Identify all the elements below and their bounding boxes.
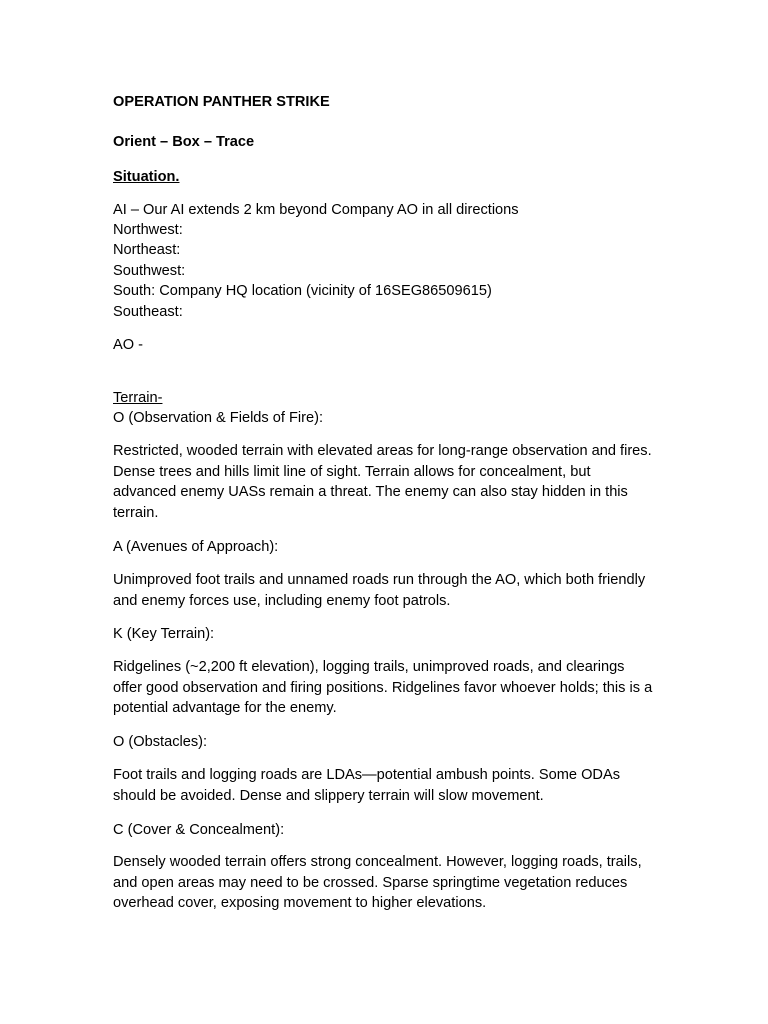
- cover-text: Densely wooded terrain offers strong concealment. However, logging roads, trails, and open areas may need to be crossed. Sparse springtime vegetation reduces overhead cover, exposing movement to higher elevations.: [113, 854, 642, 912]
- ai-line: Northwest:: [113, 222, 183, 238]
- document-subtitle: Orient – Box – Trace: [113, 134, 255, 150]
- ai-line: Southeast:: [113, 304, 183, 320]
- ai-line: South: Company HQ location (vicinity of 16SEG86509615): [113, 283, 492, 299]
- situation-heading: Situation.: [113, 169, 180, 185]
- ai-line: Southwest:: [113, 263, 186, 279]
- avenues-text: Unimproved foot trails and unnamed roads run through the AO, which both friendly and enemy forces use, including enemy foot patrols.: [113, 572, 646, 609]
- obstacles-text: Foot trails and logging roads are LDAs—potential ambush points. Some ODAs should be avoided. Dense and slippery terrain will slow movement.: [113, 767, 620, 804]
- terrain-heading: Terrain-: [113, 390, 163, 406]
- obstacles-heading: O (Obstacles):: [113, 734, 208, 750]
- key-terrain-text: Ridgelines (~2,200 ft elevation), logging trails, unimproved roads, and clearings offer good observation and firing positions. Ridgelines favor whoever holds; this is a potential advantage for the enemy.: [113, 659, 653, 717]
- ai-line: AI – Our AI extends 2 km beyond Company AO in all directions: [113, 202, 519, 218]
- observation-text: Restricted, wooded terrain with elevated areas for long-range observation and fires. Dense trees and hills limit line of sight. Terrain allows for concealment, but advanced enemy UASs remain a threat. The enemy can also stay hidden in this terrain.: [113, 443, 652, 521]
- key-terrain-heading: K (Key Terrain):: [113, 626, 215, 642]
- ai-line: Northeast:: [113, 242, 181, 258]
- cover-heading: C (Cover & Concealment):: [113, 822, 285, 838]
- document-title: OPERATION PANTHER STRIKE: [113, 94, 330, 110]
- observation-heading: O (Observation & Fields of Fire):: [113, 410, 324, 426]
- avenues-heading: A (Avenues of Approach):: [113, 539, 279, 555]
- ao-line: AO -: [113, 337, 143, 353]
